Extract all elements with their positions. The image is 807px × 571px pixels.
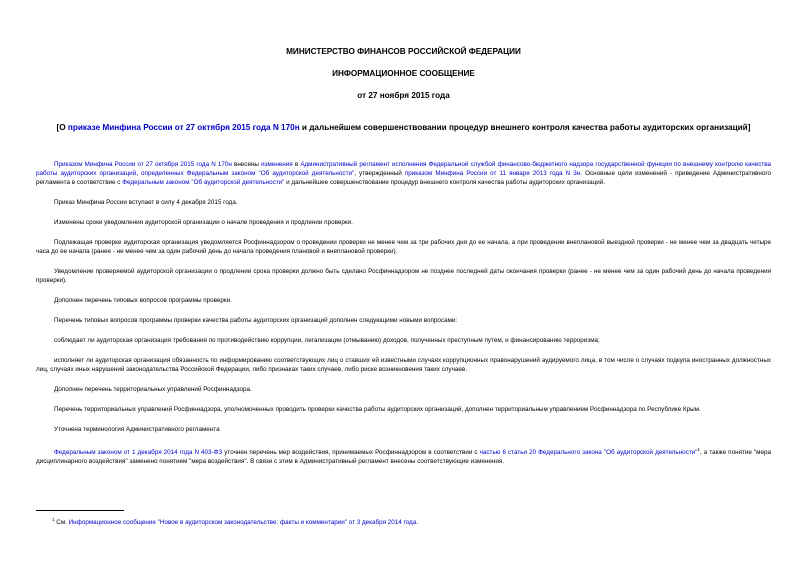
paragraph-deadlines: Изменены сроки уведомления аудиторской организации о начале проведения и продлении проверки. [54, 219, 353, 226]
text: в [292, 161, 301, 168]
paragraph-questions-added: Дополнен перечень типовых вопросов программы проверки. [54, 297, 232, 304]
text: . Основные цели изменений - приведение Административного регламента в соответствие с [36, 170, 771, 186]
paragraph-effective-date: Приказ Минфина России вступает в силу 4 декабря 2015 года. [54, 199, 238, 206]
title-order-link[interactable]: приказе Минфина России от 27 октября 2015 года N 170н [67, 123, 300, 132]
text: . [416, 519, 418, 527]
footnote [52, 515, 418, 527]
text: уточнен перечень мер воздействия, принимаемых Росфиннадзором в соответствии с [222, 449, 480, 457]
title-open: [О [56, 123, 68, 132]
info-message-link[interactable]: Информационное сообщение "Новое в аудиторском законодательстве: факты и комментарии" от 3 декабря 2014 года [68, 519, 417, 527]
audit-law-link[interactable]: Федеральным законом "Об аудиторской деятельности" [122, 179, 285, 186]
document-body [36, 160, 771, 477]
paragraph-terminology: Уточнена терминология Административного регламента [54, 426, 220, 433]
document-title [52, 122, 755, 133]
paragraph-federal-law [36, 445, 771, 466]
paragraph-extension: Уведомление проверяемой аудиторской организации о продлении срока проверки должно быть сделано Росфиннадзором не позднее последней даты окончания проверки (ранее - не менее чем за один рабочий день до начала проведения проверки). [36, 268, 771, 284]
footnote-mark: 1 [52, 517, 55, 522]
paragraph-notification: Подлежащая проверке аудиторская организация уведомляется Росфиннадзором о проведении проверки не менее чем за три рабочих дня до ее начала, а при проведении внеплановой выездной проверки - не менее чем за двадцать четыре часа до ее начала (ранее - не менее чем за один рабочий день до начала проведения плановой и внеплановой проверки). [36, 239, 771, 255]
ministry-heading: МИНИСТЕРСТВО ФИНАНСОВ РОССИЙСКОЙ ФЕДЕРАЦИИ [286, 47, 521, 56]
order-170n-link[interactable]: Приказом Минфина России от 27 октября 2015 года N 170н [54, 161, 232, 168]
text: См. [54, 519, 69, 527]
amendments-link[interactable]: изменения [261, 161, 293, 168]
text: , утвержденный [354, 170, 405, 177]
document-type-heading: ИНФОРМАЦИОННОЕ СООБЩЕНИЕ [332, 69, 475, 78]
paragraph-territorial: Дополнен перечень территориальных управлений Росфиннадзора. [54, 386, 252, 393]
text: , а также понятие "мера дисциплинарного воздействия" заменено понятием "мера воздействия". В связи с этим в Административный регламент внесены соответствующие изменения. [36, 449, 771, 466]
footnote-divider [36, 510, 124, 511]
law-403fz-link[interactable]: Федеральным законом от 1 декабря 2014 года N 403-ФЗ [54, 449, 223, 457]
regulation-link[interactable]: Административный регламент исполнения Федеральной службой финансово-бюджетного надзора государственной функции по внешнему контролю качества работы аудиторских организаций, определенных Федеральным законом "Об аудиторской деятельности" [36, 161, 771, 177]
text: внесены [231, 161, 262, 168]
paragraph-questions-list: Перечень типовых вопросов программы проверки качества работы аудиторских организаций дополнен следующими новыми вопросами: [54, 317, 458, 324]
title-rest: и дальнейшем совершенствовании процедур внешнего контроля качества работы аудиторских организаций] [299, 123, 751, 132]
document-date-heading: от 27 ноября 2015 года [357, 91, 450, 100]
paragraph-crimea: Перечень территориальных управлений Росфиннадзора, уполномоченных проводить проверки качества работы аудиторских организаций, дополнен территориальным управлением Росфиннадзора по Республике Крым. [54, 406, 701, 413]
paragraph-anticorruption: соблюдает ли аудиторская организация требования по противодействию коррупции, легализации (отмыванию) доходов, полученных преступным путем, и финансированию терроризма; [54, 337, 600, 344]
paragraph-informing: исполняет ли аудиторская организация обязанность по информированию соответствующих лиц о ставших ей известными случаях коррупционных правонарушений аудируемого лица, в том числе о случаях подкупа иностранных должностных лиц, случаях иных нарушений законодательства Российской Федерации, либо признаках таких случаев, либо риске возникновения таких случаев. [36, 357, 771, 373]
paragraph-intro [36, 160, 771, 187]
order-3n-link[interactable]: приказом Минфина России от 11 января 2013 года N 3н [404, 170, 581, 177]
text: и дальнейшее совершенствование процедур внешнего контроля качества работы аудиторских организаций. [284, 179, 606, 186]
footnote-ref[interactable]: 1 [697, 447, 700, 452]
article-20-link[interactable]: частью 6 статьи 20 Федерального закона "Об аудиторской деятельности" [479, 449, 698, 457]
